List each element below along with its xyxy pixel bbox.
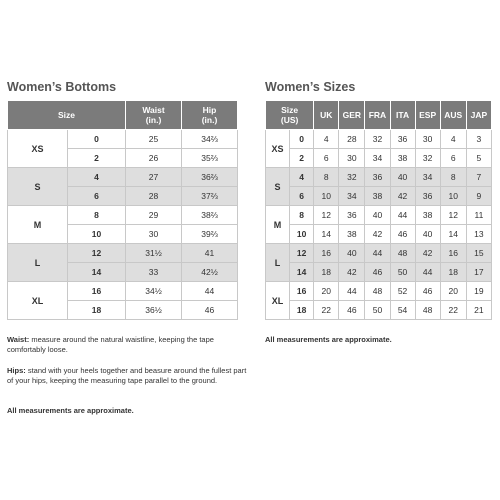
size-number: 2 [68, 149, 126, 168]
size-number: 18 [68, 301, 126, 320]
header-waist: Waist (in.) [126, 101, 182, 130]
country-size-value: 15 [466, 244, 491, 263]
country-size-value: 19 [466, 282, 491, 301]
hip-value: 37⅔ [182, 187, 238, 206]
country-size-value: 36 [339, 206, 365, 225]
country-size-value: 48 [415, 301, 440, 320]
header-country: ESP [415, 101, 440, 130]
country-size-value: 46 [365, 263, 390, 282]
country-size-value: 40 [390, 168, 415, 187]
waist-value: 33 [126, 263, 182, 282]
size-number: 10 [68, 225, 126, 244]
header-country: GER [339, 101, 365, 130]
country-size-value: 8 [440, 168, 466, 187]
bottoms-title: Women’s Bottoms [7, 80, 117, 94]
bottoms-table [7, 100, 238, 320]
table-row [266, 282, 492, 301]
note-hips: Hips: stand with your heels together and beasure around the fullest part of your hips, keeping the measuring tape parallel to the ground. [7, 366, 247, 385]
country-size-value: 48 [390, 244, 415, 263]
country-size-value: 50 [365, 301, 390, 320]
size-label: XL [8, 282, 68, 320]
table-row [266, 130, 492, 149]
size-label: XL [266, 282, 290, 320]
country-size-value: 5 [466, 149, 491, 168]
country-size-value: 7 [466, 168, 491, 187]
note-waist: Waist: measure around the natural waistline, keeping the tape comfortably loose. [7, 335, 214, 354]
size-number: 16 [68, 282, 126, 301]
country-size-value: 28 [339, 130, 365, 149]
sizes-table [265, 100, 492, 320]
waist-value: 25 [126, 130, 182, 149]
size-number: 14 [68, 263, 126, 282]
hip-value: 41 [182, 244, 238, 263]
country-size-value: 4 [314, 130, 339, 149]
table-row [266, 187, 492, 206]
size-label: L [266, 244, 290, 282]
country-size-value: 40 [365, 206, 390, 225]
header-size: Size [8, 101, 126, 130]
country-size-value: 36 [390, 130, 415, 149]
size-number: 6 [290, 187, 314, 206]
hip-value: 34⅔ [182, 130, 238, 149]
size-number: 10 [290, 225, 314, 244]
country-size-value: 16 [314, 244, 339, 263]
country-size-value: 42 [365, 225, 390, 244]
country-size-value: 9 [466, 187, 491, 206]
table-row [8, 244, 238, 263]
country-size-value: 10 [314, 187, 339, 206]
size-label: M [8, 206, 68, 244]
hip-value: 39⅔ [182, 225, 238, 244]
table-row [8, 130, 238, 149]
country-size-value: 36 [365, 168, 390, 187]
country-size-value: 38 [339, 225, 365, 244]
country-size-value: 14 [314, 225, 339, 244]
table-row [8, 282, 238, 301]
country-size-value: 34 [365, 149, 390, 168]
hip-value: 38⅔ [182, 206, 238, 225]
country-size-value: 12 [440, 206, 466, 225]
table-row [8, 206, 238, 225]
size-number: 8 [68, 206, 126, 225]
country-size-value: 30 [339, 149, 365, 168]
hip-value: 44 [182, 282, 238, 301]
country-size-value: 32 [415, 149, 440, 168]
country-size-value: 52 [390, 282, 415, 301]
country-size-value: 8 [314, 168, 339, 187]
country-size-value: 44 [365, 244, 390, 263]
country-size-value: 32 [365, 130, 390, 149]
header-hip: Hip (in.) [182, 101, 238, 130]
size-number: 8 [290, 206, 314, 225]
country-size-value: 22 [314, 301, 339, 320]
country-size-value: 54 [390, 301, 415, 320]
country-size-value: 3 [466, 130, 491, 149]
header-country: UK [314, 101, 339, 130]
waist-value: 34½ [126, 282, 182, 301]
waist-value: 28 [126, 187, 182, 206]
header-country: AUS [440, 101, 466, 130]
note-approximate-sizes: All measurements are approximate. [265, 335, 392, 344]
size-label: S [266, 168, 290, 206]
waist-value: 36½ [126, 301, 182, 320]
table-row [266, 244, 492, 263]
country-size-value: 16 [440, 244, 466, 263]
country-size-value: 4 [440, 130, 466, 149]
header-size-us: Size (US) [266, 101, 314, 130]
country-size-value: 46 [415, 282, 440, 301]
waist-value: 26 [126, 149, 182, 168]
country-size-value: 20 [314, 282, 339, 301]
size-label: XS [266, 130, 290, 168]
size-number: 12 [290, 244, 314, 263]
country-size-value: 48 [365, 282, 390, 301]
country-size-value: 38 [390, 149, 415, 168]
waist-value: 31½ [126, 244, 182, 263]
country-size-value: 34 [339, 187, 365, 206]
country-size-value: 6 [440, 149, 466, 168]
country-size-value: 44 [339, 282, 365, 301]
size-number: 4 [290, 168, 314, 187]
hip-value: 35⅔ [182, 149, 238, 168]
table-row [266, 225, 492, 244]
size-label: S [8, 168, 68, 206]
waist-value: 29 [126, 206, 182, 225]
country-size-value: 46 [339, 301, 365, 320]
country-size-value: 12 [314, 206, 339, 225]
country-size-value: 11 [466, 206, 491, 225]
country-size-value: 40 [415, 225, 440, 244]
country-size-value: 44 [415, 263, 440, 282]
country-size-value: 10 [440, 187, 466, 206]
size-number: 0 [68, 130, 126, 149]
header-country: JAP [466, 101, 491, 130]
table-row [266, 263, 492, 282]
size-number: 4 [68, 168, 126, 187]
hip-value: 36⅔ [182, 168, 238, 187]
country-size-value: 34 [415, 168, 440, 187]
header-country: FRA [365, 101, 390, 130]
size-number: 18 [290, 301, 314, 320]
size-number: 14 [290, 263, 314, 282]
country-size-value: 42 [415, 244, 440, 263]
size-number: 2 [290, 149, 314, 168]
country-size-value: 38 [415, 206, 440, 225]
country-size-value: 42 [390, 187, 415, 206]
country-size-value: 13 [466, 225, 491, 244]
header-country: ITA [390, 101, 415, 130]
table-row [266, 149, 492, 168]
country-size-value: 42 [339, 263, 365, 282]
size-label: XS [8, 130, 68, 168]
size-number: 0 [290, 130, 314, 149]
waist-value: 27 [126, 168, 182, 187]
country-size-value: 46 [390, 225, 415, 244]
hip-value: 46 [182, 301, 238, 320]
country-size-value: 32 [339, 168, 365, 187]
country-size-value: 17 [466, 263, 491, 282]
size-label: L [8, 244, 68, 282]
country-size-value: 44 [390, 206, 415, 225]
country-size-value: 22 [440, 301, 466, 320]
country-size-value: 21 [466, 301, 491, 320]
sizes-title: Women’s Sizes [265, 80, 356, 94]
country-size-value: 6 [314, 149, 339, 168]
country-size-value: 50 [390, 263, 415, 282]
size-number: 6 [68, 187, 126, 206]
country-size-value: 40 [339, 244, 365, 263]
hip-value: 42½ [182, 263, 238, 282]
country-size-value: 38 [365, 187, 390, 206]
country-size-value: 20 [440, 282, 466, 301]
table-row [266, 206, 492, 225]
size-number: 12 [68, 244, 126, 263]
size-label: M [266, 206, 290, 244]
country-size-value: 18 [440, 263, 466, 282]
country-size-value: 36 [415, 187, 440, 206]
table-row [266, 301, 492, 320]
waist-value: 30 [126, 225, 182, 244]
country-size-value: 18 [314, 263, 339, 282]
country-size-value: 30 [415, 130, 440, 149]
country-size-value: 14 [440, 225, 466, 244]
table-row [8, 168, 238, 187]
table-row [266, 168, 492, 187]
size-number: 16 [290, 282, 314, 301]
note-approximate: All measurements are approximate. [7, 406, 134, 415]
